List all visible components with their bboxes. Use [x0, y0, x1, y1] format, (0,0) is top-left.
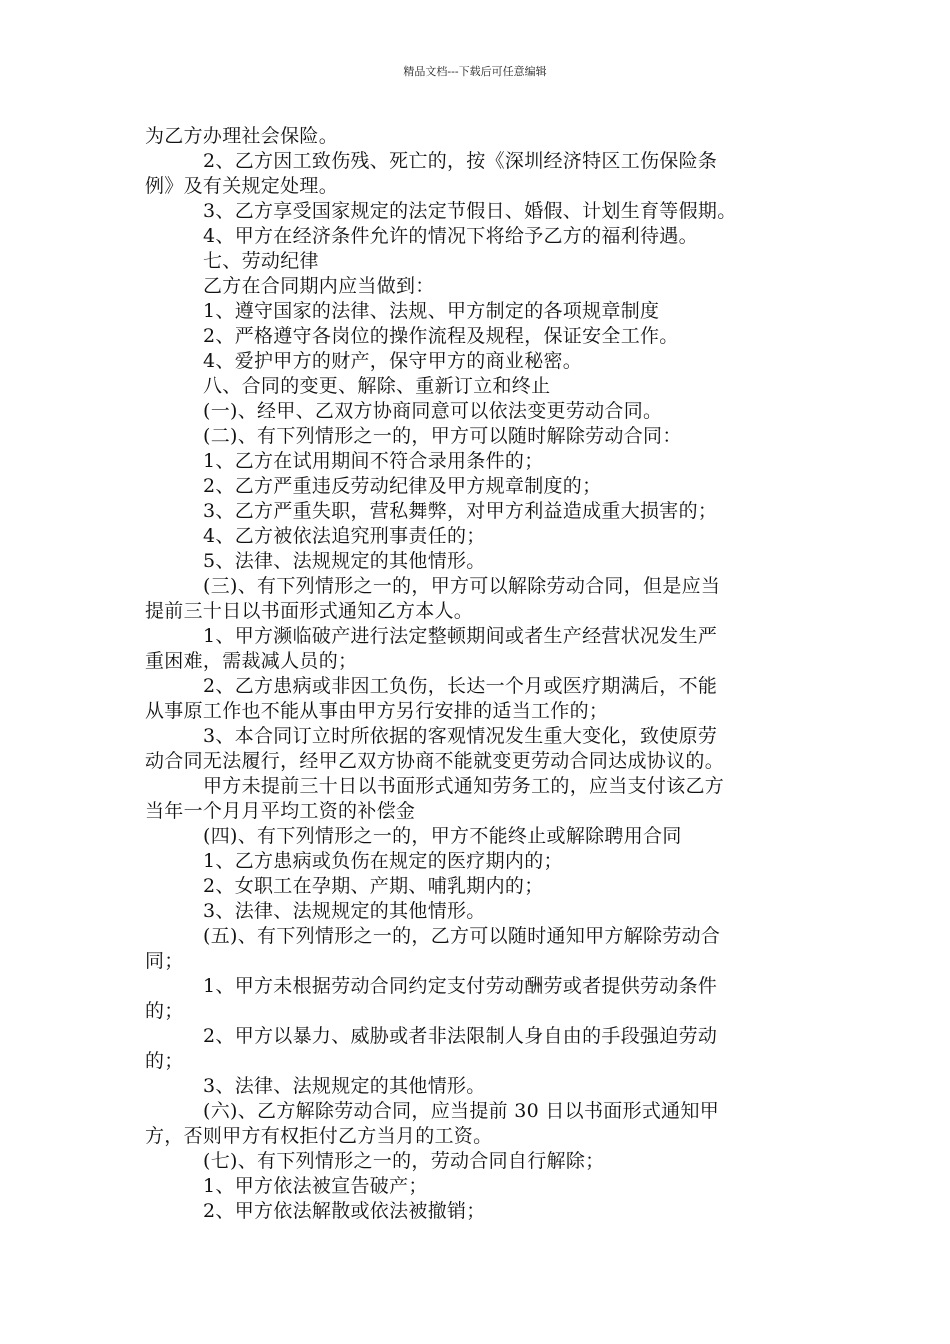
text-line: 3、乙方严重失职，营私舞弊，对甲方利益造成重大损害的；	[203, 500, 718, 522]
text-line: (四)、有下列情形之一的，甲方不能终止或解除聘用合同	[203, 825, 682, 847]
text-line: 七、劳动纪律	[203, 250, 319, 272]
text-line: 乙方在合同期内应当做到：	[203, 275, 435, 297]
text-line: 1、甲方依法被宣告破产；	[203, 1175, 428, 1197]
text-line: (三)、有下列情形之一的，甲方可以解除劳动合同，但是应当	[203, 575, 721, 597]
text-line: 4、乙方被依法追究刑事责任的；	[203, 525, 486, 547]
text-line: 同；	[145, 950, 184, 972]
text-line: 5、法律、法规规定的其他情形。	[203, 550, 486, 572]
text-line: 为乙方办理社会保险。	[145, 125, 339, 147]
text-line: 提前三十日以书面形式通知乙方本人。	[145, 600, 474, 622]
text-line: 当年一个月月平均工资的补偿金	[145, 800, 416, 822]
text-line: 重困难，需裁减人员的；	[145, 650, 358, 672]
page-header: 精品文档---下载后可任意编辑	[403, 65, 547, 78]
text-line: (六)、乙方解除劳动合同，应当提前 30 日以书面形式通知甲	[203, 1100, 720, 1122]
text-line: (五)、有下列情形之一的，乙方可以随时通知甲方解除劳动合	[203, 925, 721, 947]
text-line: 4、甲方在经济条件允许的情况下将给予乙方的福利待遇。	[203, 225, 698, 247]
text-line: 3、法律、法规规定的其他情形。	[203, 900, 486, 922]
text-line: 3、本合同订立时所依据的客观情况发生重大变化，致使原劳	[203, 725, 718, 747]
text-line: 方，否则甲方有权拒付乙方当月的工资。	[145, 1125, 493, 1147]
text-line: 2、乙方因工致伤残、死亡的，按《深圳经济特区工伤保险条	[203, 150, 718, 172]
text-line: 从事原工作也不能从事由甲方另行安排的适当工作的；	[145, 700, 609, 722]
text-line: (二)、有下列情形之一的，甲方可以随时解除劳动合同：	[203, 425, 682, 447]
text-line: 4、爱护甲方的财产，保守甲方的商业秘密。	[203, 350, 583, 372]
text-line: 八、合同的变更、解除、重新订立和终止	[203, 375, 551, 397]
text-line: 2、乙方患病或非因工负伤，长达一个月或医疗期满后，不能	[203, 675, 718, 697]
text-line: (一)、经甲、乙双方协商同意可以依法变更劳动合同。	[203, 400, 663, 422]
text-line: 的；	[145, 1050, 184, 1072]
text-line: 2、严格遵守各岗位的操作流程及规程，保证安全工作。	[203, 325, 679, 347]
text-line: 1、甲方濒临破产进行法定整顿期间或者生产经营状况发生严	[203, 625, 718, 647]
text-line: 的；	[145, 1000, 184, 1022]
text-line: 2、乙方严重违反劳动纪律及甲方规章制度的；	[203, 475, 602, 497]
text-line: 3、法律、法规规定的其他情形。	[203, 1075, 486, 1097]
text-line: 2、甲方依法解散或依法被撤销；	[203, 1200, 486, 1222]
text-line: 甲方未提前三十日以书面形式通知劳务工的，应当支付该乙方	[203, 775, 725, 797]
text-line: 1、遵守国家的法律、法规、甲方制定的各项规章制度	[203, 300, 660, 322]
text-line: 1、甲方未根据劳动合同约定支付劳动酬劳或者提供劳动条件	[203, 975, 718, 997]
text-line: (七)、有下列情形之一的，劳动合同自行解除；	[203, 1150, 605, 1172]
text-line: 例》及有关规定处理。	[145, 175, 339, 197]
text-line: 2、女职工在孕期、产期、哺乳期内的；	[203, 875, 544, 897]
document-body	[145, 124, 810, 1224]
text-line: 1、乙方在试用期间不符合录用条件的；	[203, 450, 544, 472]
text-line: 2、甲方以暴力、威胁或者非法限制人身自由的手段强迫劳动	[203, 1025, 718, 1047]
text-line: 动合同无法履行，经甲乙双方协商不能就变更劳动合同达成协议的。	[145, 750, 725, 772]
text-line: 3、乙方享受国家规定的法定节假日、婚假、计划生育等假期。	[203, 200, 737, 222]
text-line: 1、乙方患病或负伤在规定的医疗期内的；	[203, 850, 563, 872]
